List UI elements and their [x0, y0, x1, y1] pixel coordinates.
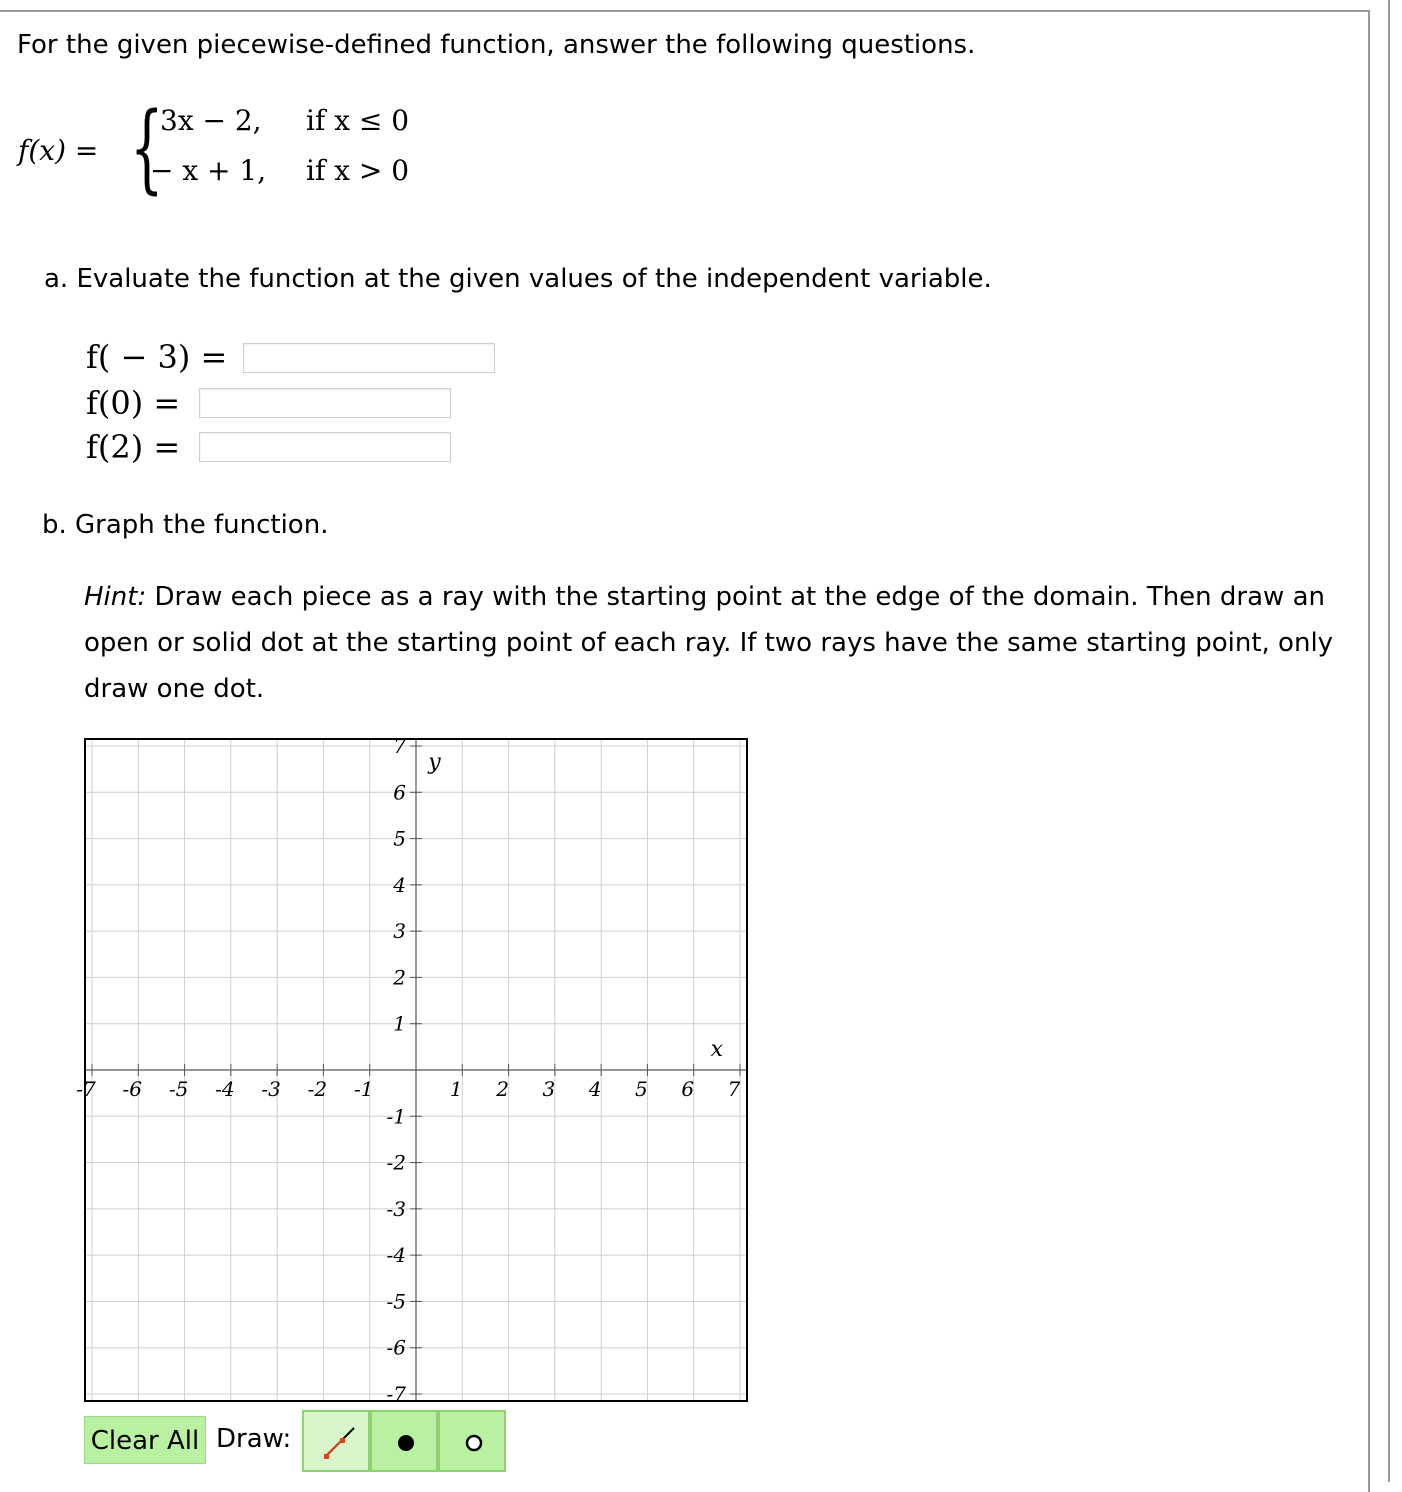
x-tick-label: 6 [681, 1077, 695, 1101]
x-tick-label: 5 [635, 1077, 648, 1101]
y-tick-label: 4 [393, 872, 406, 897]
x-tick-label: -7 [76, 1077, 96, 1101]
piecewise-brace: { [130, 92, 164, 204]
function-label-text: f(x) = [18, 134, 99, 167]
x-tick-label: -3 [261, 1077, 281, 1101]
y-tick-label: 6 [393, 780, 406, 805]
eval-label-f-neg3: f( − 3) = [86, 338, 228, 376]
y-tick-label: -5 [386, 1289, 406, 1314]
piece-2-cond: if x > 0 [306, 154, 410, 187]
hint-text [84, 574, 1364, 712]
y-tick-label: -2 [386, 1150, 406, 1175]
part-b-prompt: b. Graph the function. [42, 510, 329, 540]
ray-tool-button[interactable] [302, 1410, 370, 1472]
x-tick-label: -2 [307, 1077, 328, 1101]
y-tick-label: -3 [386, 1196, 406, 1221]
page-divider [1388, 0, 1390, 1482]
x-tick-label: 1 [449, 1077, 463, 1101]
eval-label-f-2: f(2) = [86, 428, 181, 466]
x-tick-label: 3 [542, 1077, 556, 1101]
y-tick-label: 3 [393, 919, 406, 944]
x-tick-label: -6 [122, 1077, 143, 1101]
solid-dot-icon [372, 1412, 440, 1474]
piece-2-expr: − x + 1, [150, 154, 267, 187]
open-dot-tool-button[interactable] [438, 1410, 506, 1472]
function-label [18, 134, 98, 167]
x-tick-label: -5 [168, 1077, 189, 1101]
y-tick-label: -6 [386, 1335, 406, 1360]
y-tick-label: -1 [386, 1104, 406, 1129]
ray-tool-icon [304, 1412, 372, 1474]
x-tick-label: -4 [215, 1077, 235, 1101]
y-axis-label: y [428, 750, 441, 776]
y-tick-label: 2 [393, 965, 406, 990]
piece-1-cond: if x ≤ 0 [306, 104, 410, 137]
open-dot-icon [440, 1412, 508, 1474]
question-intro: For the given piecewise-defined function, answer the following questions. [17, 30, 976, 60]
y-tick-label: 5 [393, 826, 406, 851]
hint-label: Hint: [84, 582, 147, 612]
solid-dot-tool-button[interactable] [370, 1410, 438, 1472]
piece-1-expr: 3x − 2, [160, 104, 262, 137]
clear-all-button[interactable]: Clear All [84, 1416, 206, 1464]
x-tick-label: 4 [588, 1077, 602, 1101]
coordinate-graph[interactable] [76, 734, 748, 1406]
y-tick-label: 1 [393, 1011, 406, 1036]
draw-label: Draw: [216, 1424, 292, 1454]
x-tick-label: 2 [496, 1077, 509, 1101]
answer-input-f-2[interactable] [199, 432, 451, 462]
answer-input-f-0[interactable] [199, 388, 451, 418]
y-tick-label: 7 [393, 734, 406, 758]
x-tick-label: 7 [727, 1077, 741, 1101]
x-tick-label: -1 [353, 1077, 374, 1101]
y-tick-label: -7 [386, 1382, 406, 1406]
x-axis-label: x [710, 1037, 724, 1063]
eval-label-f-0: f(0) = [86, 384, 181, 422]
part-a-prompt: a. Evaluate the function at the given values of the independent variable. [44, 264, 992, 294]
answer-input-f-neg3[interactable] [243, 343, 495, 373]
y-tick-label: -4 [386, 1243, 406, 1268]
hint-body: Draw each piece as a ray with the starting point at the edge of the domain. Then draw an open or solid dot at the starting point of each ray. If two rays have the same starting point, only draw one dot. [84, 582, 1334, 704]
